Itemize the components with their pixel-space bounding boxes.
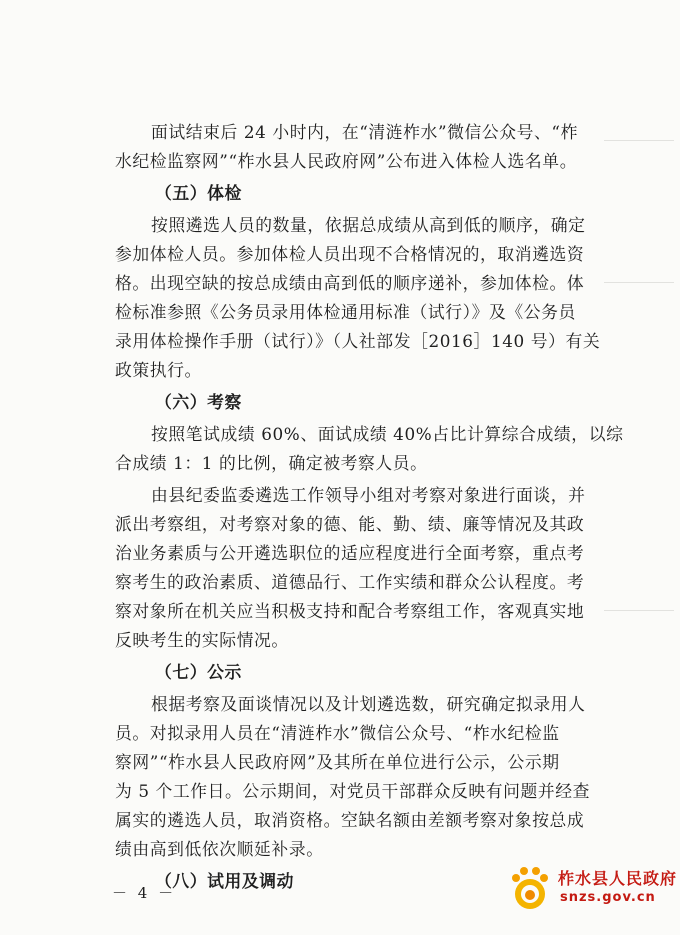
paragraph-line: 参加体检人员。参加体检人员出现不合格情况的，取消遴选资 [115,244,585,264]
site-logo[interactable] [508,860,678,930]
paragraph-line: 格。出现空缺的按总成绩由高到低的顺序递补，参加体检。体 [115,273,585,293]
logo-title: 柞水县人民政府 [558,869,678,888]
paragraph-line: 面试结束后 24 小时内，在“清涟柞水”微信公众号、“柞 [151,122,578,142]
paragraph-line: 察对象所在机关应当积极支持和配合考察组工作，客观真实地 [115,601,585,621]
paragraph-line: 为 5 个工作日。公示期间，对党员干部群众反映有问题并经查 [115,781,591,801]
bleed-through-mark [604,140,674,141]
paragraph-line: 水纪检监察网”“柞水县人民政府网”公布进入体检人选名单。 [115,151,578,171]
paragraph-line: 反映考生的实际情况。 [115,630,289,650]
paragraph-line: 政策执行。 [115,360,202,380]
paragraph-line: 察网”“柞水县人民政府网”及其所在单位进行公示，公示期 [115,752,560,772]
paragraph-line: 按照笔试成绩 60%、面试成绩 40%占比计算综合成绩，以综 [151,424,624,444]
paragraph-line: 检标准参照《公务员录用体检通用标准（试行）》及《公务员 [115,302,576,322]
paragraph-line: 治业务素质与公开遴选职位的适应程度进行全面考察，重点考 [115,543,585,563]
page-number: － 4 － [112,884,177,902]
paragraph-line: 员。对拟录用人员在“清涟柞水”微信公众号、“柞水纪检监 [115,723,560,743]
logo-url: snzs.gov.cn [560,890,656,905]
bleed-through-mark [604,610,674,611]
document-body [115,118,624,896]
paragraph-line: 察考生的政治素质、道德品行、工作实绩和群众公认程度。考 [115,572,585,592]
paragraph-line: 按照遴选人员的数量，依据总成绩从高到低的顺序，确定 [151,215,586,235]
paragraph-line: 绩由高到低依次顺延补录。 [115,839,324,859]
paragraph-line: 录用体检操作手册（试行）》（人社部发［2016］140 号）有关 [115,331,601,351]
paragraph-line: 属实的遴选人员，取消资格。空缺名额由差额考察对象按总成 [115,810,585,830]
section-heading: （六）考察 [155,392,242,412]
section-heading: （八）试用及调动 [155,871,295,891]
paragraph-line: 根据考察及面谈情况以及计划遴选数，研究确定拟录用人 [151,694,586,714]
section-heading: （七）公示 [155,662,242,682]
paw-sun-logo-icon [508,864,552,914]
paragraph-line: 派出考察组，对考察对象的德、能、勤、绩、廉等情况及其政 [115,514,585,534]
paragraph-line: 由县纪委监委遴选工作领导小组对考察对象进行面谈，并 [151,485,586,505]
bleed-through-mark [604,282,674,283]
section-heading: （五）体检 [155,183,242,203]
paragraph-line: 合成绩 1：1 的比例，确定被考察人员。 [115,453,428,473]
